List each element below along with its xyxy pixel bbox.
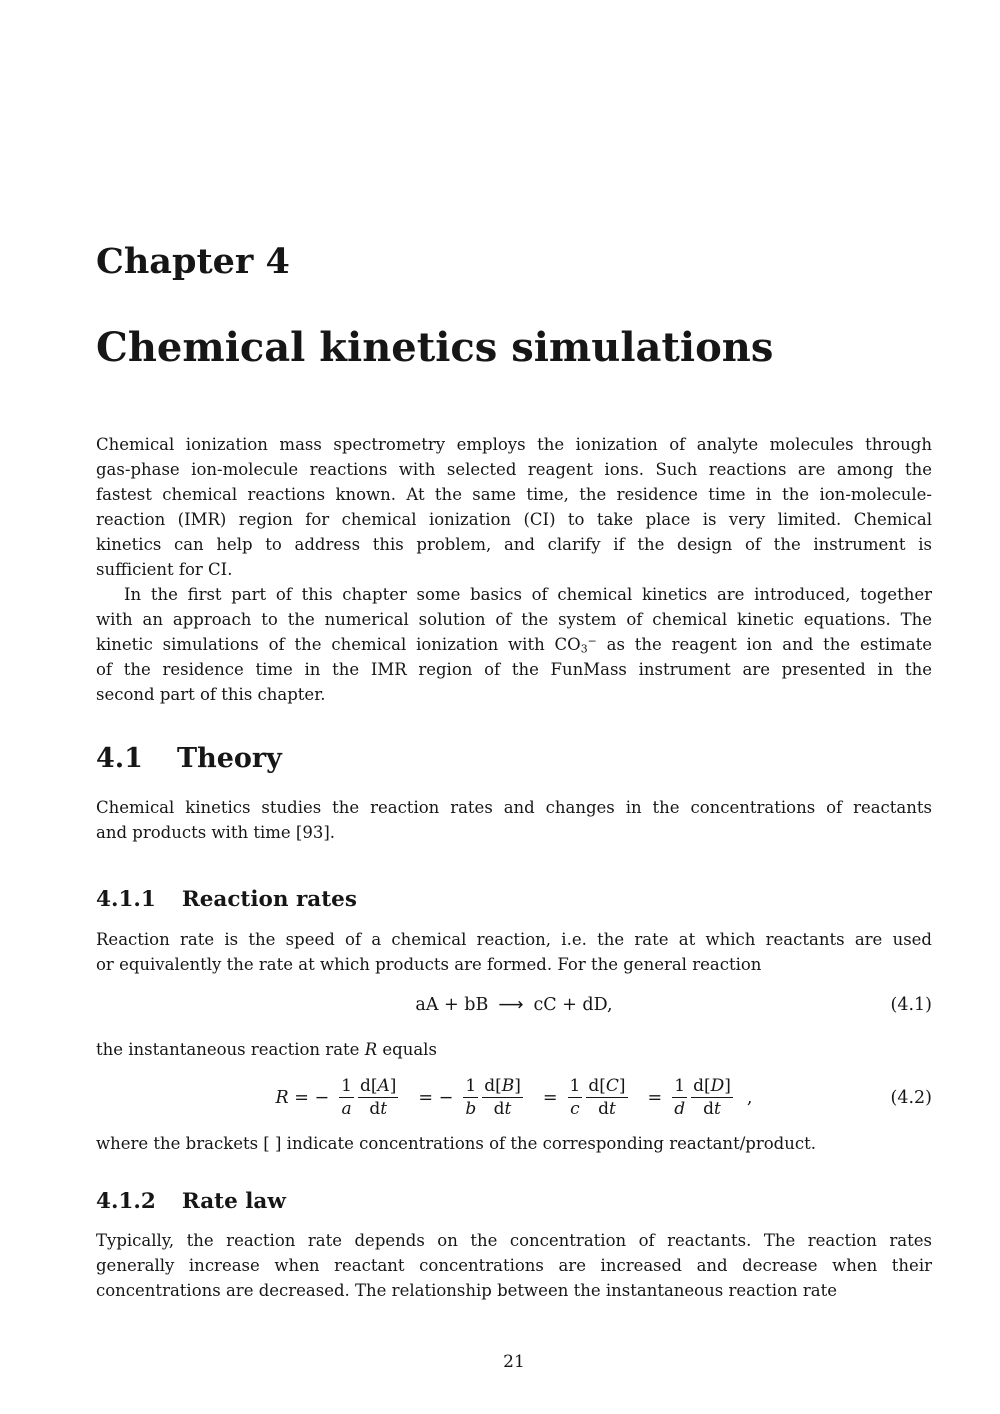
chapter-number-heading: Chapter 4 xyxy=(96,241,290,282)
subsection-title: Reaction rates xyxy=(181,886,357,912)
page-number: 21 xyxy=(503,1352,525,1372)
text-line: Typically, the reaction rate depends on the concentration of reactants. The reaction rates xyxy=(96,1231,932,1251)
text-line: or equivalently the rate at which products are formed. For the general reaction xyxy=(96,954,762,974)
equation-4-2-expression xyxy=(276,1076,753,1120)
long-right-arrow-icon: ⟶ xyxy=(498,994,524,1015)
subsection-number: 4.1.2 xyxy=(96,1189,156,1215)
equation-4-2-tag: (4.2) xyxy=(890,1087,932,1108)
text-line: sufficient for CI. xyxy=(96,559,233,579)
text-line: In the first part of this chapter some basics of chemical kinetics are introduced, together xyxy=(124,584,932,604)
subsection-heading-rate-law xyxy=(96,1189,932,1215)
text-line: with an approach to the numerical solution of the system of chemical kinetic equations. The xyxy=(96,609,932,629)
subsection-heading-reaction-rates xyxy=(96,887,932,913)
text-line: kinetic simulations of the chemical ionization with $CO_3^-$ as the reagent ion and the estimate xyxy=(96,634,932,655)
equation-lhs: aA + bB xyxy=(415,994,489,1015)
text-line: concentrations are decreased. The relationship between the instantaneous reaction rate xyxy=(96,1281,838,1301)
text-line: gas-phase ion-molecule reactions with selected reagent ions. Such reactions are among the xyxy=(96,459,932,479)
text-line: of the residence time in the IMR region of the FunMass instrument are presented in the xyxy=(96,659,932,679)
fraction: $\frac{d[D]}{dt}$ xyxy=(693,1075,731,1120)
theory-paragraph xyxy=(96,795,932,845)
text-line: Reaction rate is the speed of a chemical reaction, i.e. the rate at which reactants are used xyxy=(96,929,932,949)
text-line: Chemical ionization mass spectrometry employs the ionization of analyte molecules through xyxy=(96,434,932,454)
fraction: $\frac{1}{c}$ xyxy=(569,1075,581,1120)
equation-rhs: cC + dD, xyxy=(533,994,613,1015)
equation-term: R = − $\frac{1}{a}$ $\frac{d[A]}{dt}$ xyxy=(275,1075,397,1120)
section-number: 4.1 xyxy=(96,742,143,774)
inline-text-brackets-note: where the brackets [ ] indicate concentrations of the corresponding reactant/product. xyxy=(96,1134,816,1154)
equation-term: = $\frac{1}{d}$ $\frac{d[D]}{dt}$ xyxy=(647,1075,731,1120)
text-line: second part of this chapter. xyxy=(96,684,326,704)
equation-4-1-tag: (4.1) xyxy=(890,994,932,1015)
chapter-title-heading: Chemical kinetics simulations xyxy=(96,323,774,371)
text-line: Chemical kinetics studies the reaction rates and changes in the concentrations of reactants xyxy=(96,797,932,817)
fraction: $\frac{d[C]}{dt}$ xyxy=(588,1075,626,1120)
subsection-title: Rate law xyxy=(181,1189,286,1215)
text-line: kinetics can help to address this problem, and clarify if the design of the instrument is xyxy=(96,534,932,554)
fraction: $\frac{1}{d}$ xyxy=(674,1075,686,1120)
equation-term: = $\frac{1}{c}$ $\frac{d[C]}{dt}$ xyxy=(542,1075,626,1120)
intro-paragraph-1 xyxy=(96,432,932,582)
text-line: reaction (IMR) region for chemical ionization (CI) to take place is very limited. Chemical xyxy=(96,509,932,529)
fraction: $\frac{1}{b}$ xyxy=(465,1075,477,1120)
equation-4-1 xyxy=(96,995,932,1015)
section-title: Theory xyxy=(176,742,282,774)
section-heading-theory xyxy=(96,743,932,775)
text-line: generally increase when reactant concentrations are increased and decrease when their xyxy=(96,1256,932,1276)
equation-4-2 xyxy=(96,1076,932,1120)
rate-law-paragraph xyxy=(96,1228,932,1303)
inline-text-instantaneous-rate: the instantaneous reaction rate R equals xyxy=(96,1039,437,1059)
fraction: $\frac{d[A]}{dt}$ xyxy=(359,1075,397,1120)
fraction: $\frac{d[B]}{dt}$ xyxy=(484,1075,521,1120)
intro-paragraph-2 xyxy=(96,582,932,707)
subsection-number: 4.1.1 xyxy=(96,886,156,912)
reaction-rates-paragraph xyxy=(96,927,932,977)
equation-term: = − $\frac{1}{b}$ $\frac{d[B]}{dt}$ xyxy=(418,1075,521,1120)
fraction: $\frac{1}{a}$ xyxy=(341,1075,352,1120)
text-line: fastest chemical reactions known. At the same time, the residence time in the ion-molecule- xyxy=(96,484,932,504)
text-line: and products with time [93]. xyxy=(96,822,336,842)
equation-trailing-comma: , xyxy=(746,1087,753,1108)
